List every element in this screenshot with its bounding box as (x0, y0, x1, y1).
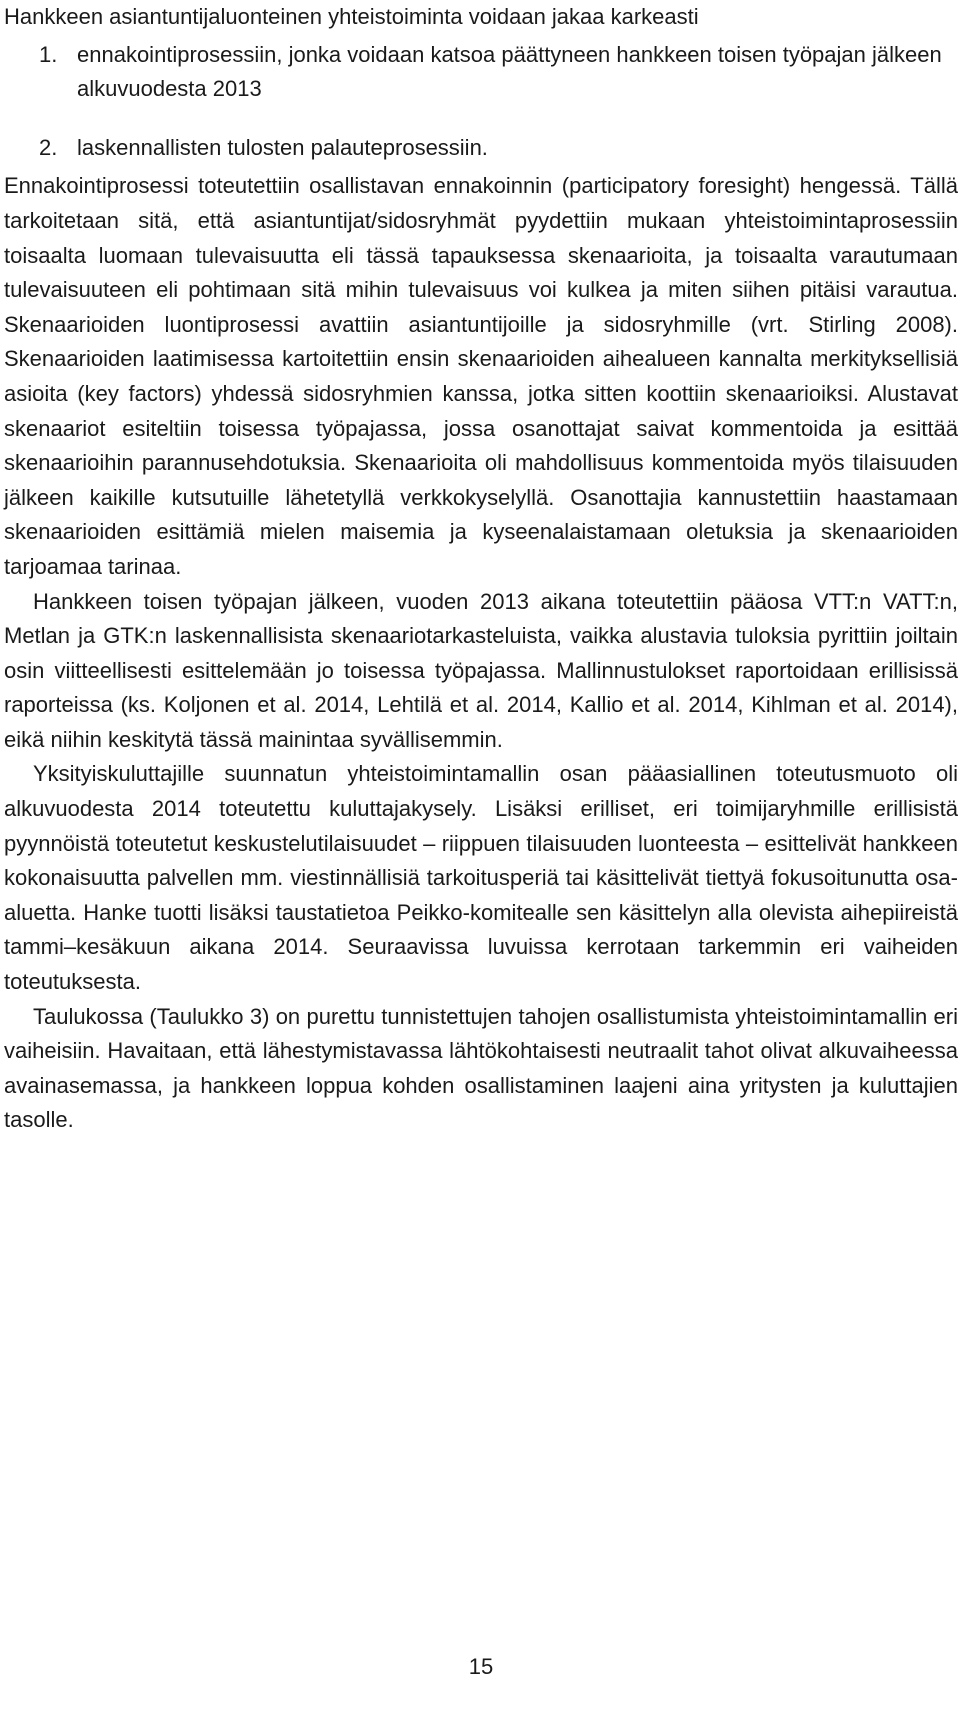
list-item-number: 2. (39, 134, 58, 160)
list-item-number: 1. (39, 41, 58, 67)
paragraph-modelling: Hankkeen toisen työpajan jälkeen, vuoden 2013 aikana toteutettiin pääosa VTT:n VATT:n, Metlan ja GTK:n laskennallisista skenaariotarkasteluista, vaikka alustavia tuloksia pyrittiin joiltain osin viitteellisesti esittelemään jo toisessa työpajassa. Mallinnustulokset raportoidaan erillisissä raporteissa (ks. Koljonen et al. 2014, Lehtilä et al. 2014, Kallio et al. 2014, Kihlman et al. 2014), eikä niihin keskitytä tässä mainintaa syvällisemmin. (4, 588, 958, 752)
paragraph-foresight: Ennakointiprosessi toteutettiin osallistavan ennakoinnin (participatory foresight) hengessä. Tällä tarkoitetaan sitä, että asiantuntijat/sidosryhmät pyydettiin mukaan yhteistoimintaprosessiin toisaalta luomaan tulevaisuutta eli tässä tapauksessa skenaarioita, ja toisaalta varautumaan tulevaisuuteen eli pohtimaan sitä mihin tulevaisuus voi kulkea ja miten siihen pitäisi varautua. Skenaarioiden luontiprosessi avattiin asiantuntijoille ja sidosryhmille (vrt. Stirling 2008). Skenaarioiden laatimisessa kartoitettiin ensin skenaarioiden aihealueen kannalta merkityksellisiä asioita (key factors) yhdessä sidosryhmien kanssa, jotka sitten koottiin skenaarioiksi. Alustavat skenaariot esiteltiin toisessa työpajassa, jossa osanottajat saivat kommentoida ja esittää skenaarioihin parannusehdotuksia. Skenaarioita oli mahdollisuus kommentoida myös tilaisuuden jälkeen kaikille kutsutuille lähetetyllä verkkokyselyllä. Osanottajia kannustettiin haastamaan skenaarioiden esittämiä mielen maisemia ja kyseenalaistamaan oletuksia ja skenaarioiden tarjoamaa tarinaa. (4, 173, 958, 579)
document-page (4, 0, 958, 1713)
intro-sentence: Hankkeen asiantuntijaluonteinen yhteistoiminta voidaan jakaa karkeasti (4, 4, 699, 29)
list-item (4, 131, 958, 166)
paragraph-table-reference: Taulukossa (Taulukko 3) on purettu tunnistettujen tahojen osallistumista yhteistoimintamallin eri vaiheisiin. Havaitaan, että lähestymistavassa lähtökohtaisesti neutraalit tahot olivat alkuvaiheessa avainasemassa, ja hankkeen loppua kohden osallistaminen laajeni aina yritysten ja kuluttajien tasolle. (4, 1003, 958, 1133)
paragraph-consumers: Yksityiskuluttajille suunnatun yhteistoimintamallin osan pääasiallinen toteutusmuoto oli alkuvuodesta 2014 toteutettu kuluttajakysely. Lisäksi erilliset, eri toimijaryhmille erillisistä pyynnöistä toteutetut keskustelutilaisuudet – riippuen tilaisuuden luonteesta – esittelivät hankkeen kokonaisuutta palvellen mm. viestinnällisiä tarkoitusperiä tai käsittelivät tiettyä fokusoitunutta osa-aluetta. Hanke tuotti lisäksi taustatietoa Peikko-komitealle sen käsittelyn alla olevista aihepiireistä tammi–kesäkuun aikana 2014. Seuraavissa luvuissa kerrotaan tarkemmin eri vaiheiden toteutuksesta. (4, 761, 958, 995)
body-text (4, 0, 958, 1138)
list-item-text: ennakointiprosessiin, jonka voidaan katsoa päättyneen hankkeen toisen työpajan jälkeen alkuvuodesta 2013 (77, 41, 942, 102)
numbered-list (4, 38, 958, 166)
page-number: 15 (468, 1654, 494, 1679)
list-item (4, 38, 958, 107)
list-item-text: laskennallisten tulosten palauteprosessiin. (77, 134, 488, 160)
